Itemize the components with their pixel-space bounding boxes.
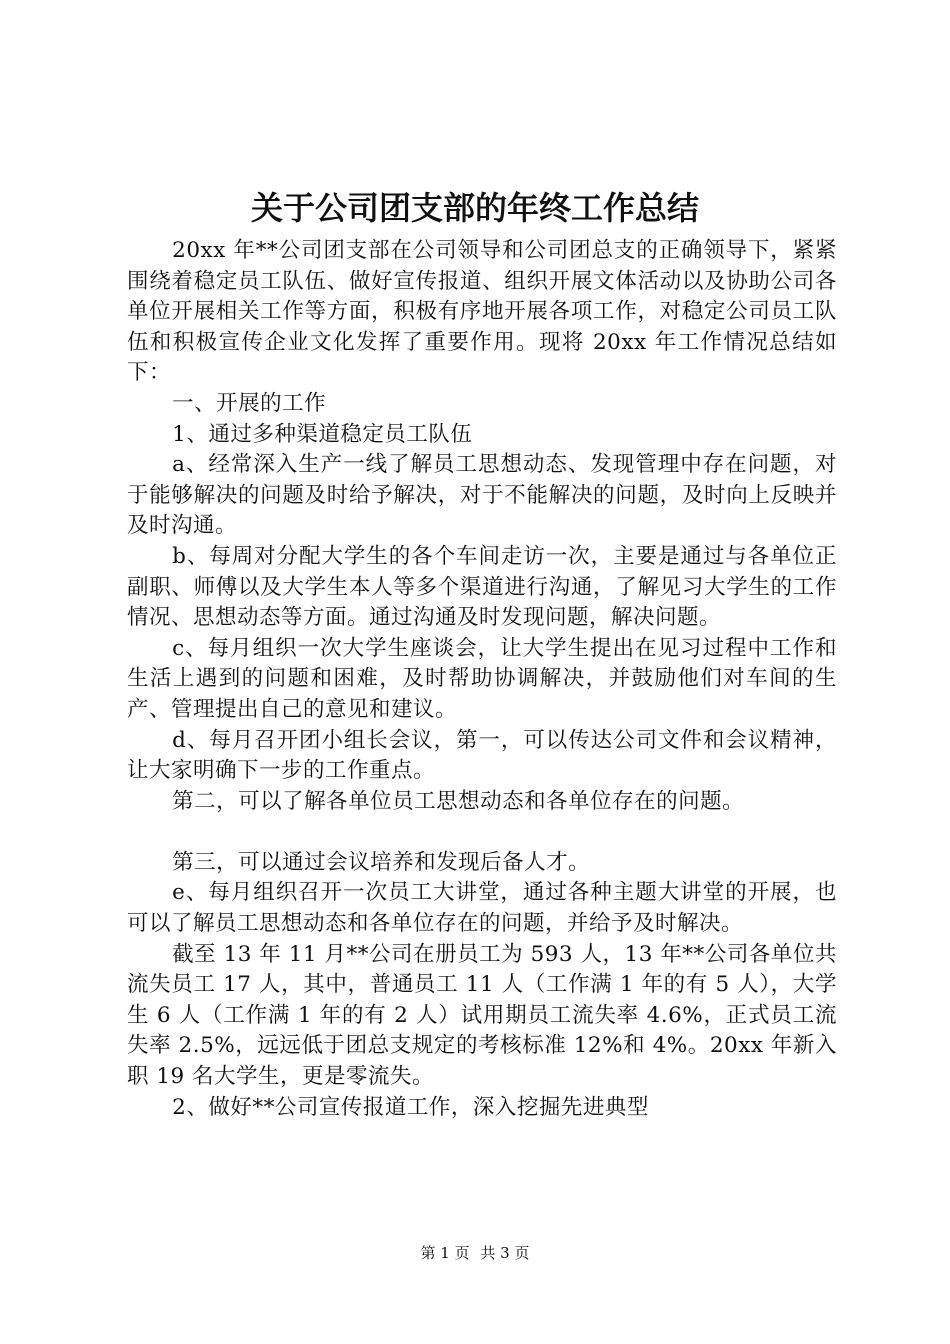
page-footer <box>0 1243 950 1263</box>
paragraph-third: 第三，可以通过会议培养和发现后备人才。 <box>172 849 591 875</box>
paragraph-item-d: d、每月召开团小组长会议，第一，可以传达公司文件和会议精神，让大家明确下一步的工作重点。 <box>127 727 837 784</box>
page-total: 共 3 页 <box>480 1244 530 1262</box>
page-number: 第 1 页 <box>420 1244 470 1262</box>
paragraph-item-b: b、每周对分配大学生的各个车间走访一次，主要是通过与各单位正副职、师傅以及大学生本人等多个渠道进行沟通，了解见习大学生的工作情况、思想动态等方面。通过沟通及时发现问题，解决问题。 <box>127 543 837 631</box>
paragraph-statistics: 截至 13 年 11 月**公司在册员工为 593 人，13 年**公司各单位共流失员工 17 人，其中，普通员工 11 人（工作满 1 年的有 5 人），大学生 6 人（工作满 1 年的有 2 人）试用期员工流失率 4.6%，正式员工流失率 2.5%，远远低于团总支规定的考核标准 12%和 4%。20xx 年新入职 19 名大学生，更是零流失。 <box>127 941 837 1090</box>
subsection-heading: 1、通过多种渠道稳定员工队伍 <box>172 421 473 447</box>
paragraph-intro: 20xx 年**公司团支部在公司领导和公司团总支的正确领导下，紧紧围绕着稳定员工队伍、做好宣传报道、组织开展文体活动以及协助公司各单位开展相关工作等方面，积极有序地开展各项工作，对稳定公司员工队伍和积极宣传企业文化发挥了重要作用。现将 20xx 年工作情况总结如下： <box>127 238 837 386</box>
section-heading: 一、开展的工作 <box>172 390 327 416</box>
paragraph-item-c: c、每月组织一次大学生座谈会，让大学生提出在见习过程中工作和生活上遇到的问题和困难，及时帮助协调解决，并鼓励他们对车间的生产、管理提出自己的意见和建议。 <box>127 635 837 722</box>
document-body <box>127 236 837 1123</box>
document-title: 关于公司团支部的年终工作总结 <box>250 189 699 227</box>
paragraph-second: 第二，可以了解各单位员工思想动态和各单位存在的问题。 <box>172 788 745 814</box>
subsection-heading-2: 2、做好**公司宣传报道工作，深入挖掘先进典型 <box>172 1094 649 1120</box>
paragraph-item-a: a、经常深入生产一线了解员工思想动态、发现管理中存在问题，对于能够解决的问题及时给予解决，对于不能解决的问题，及时向上反映并及时沟通。 <box>127 452 837 539</box>
paragraph-item-e: e、每月组织召开一次员工大讲堂，通过各种主题大讲堂的开展，也可以了解员工思想动态和各单位存在的问题，并给予及时解决。 <box>127 880 837 937</box>
